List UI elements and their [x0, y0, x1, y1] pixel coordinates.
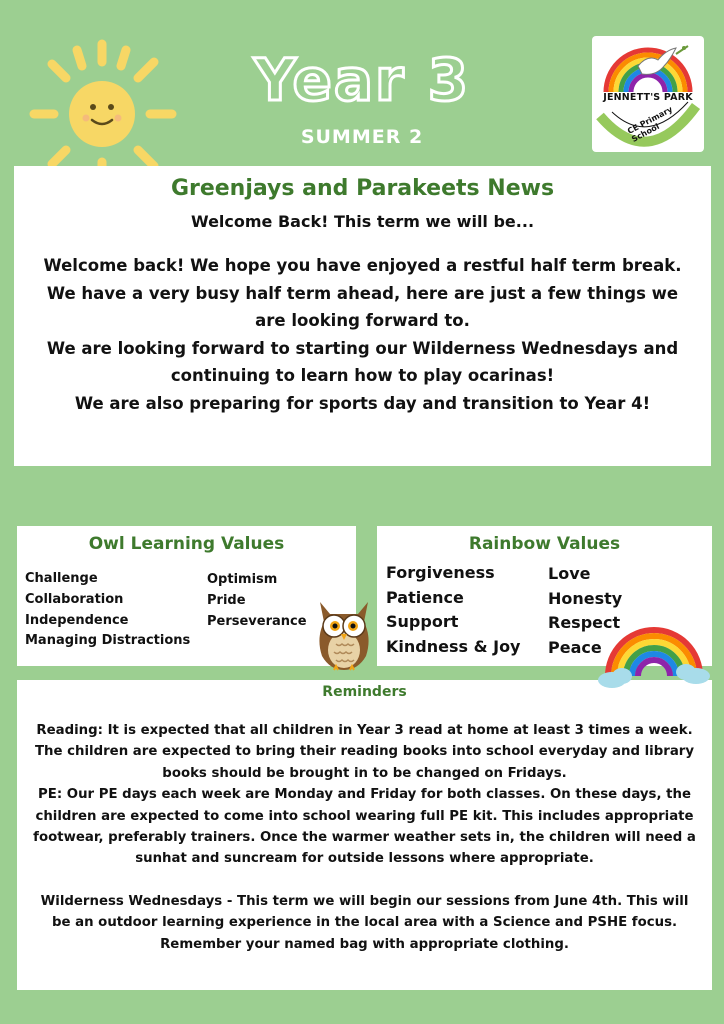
- reminder-paragraph: Wilderness Wednesdays - This term we will begin our sessions from June 4th. This will be an outdoor learning experience in the local area with a Science and PSHE focus. Remember your named bag with appropriate clothing.: [40, 893, 689, 952]
- rainbow-values-left: [386, 561, 520, 659]
- list-item: Independence: [25, 612, 129, 628]
- news-subtitle: Welcome Back! This term we will be...: [190, 212, 535, 231]
- reminders-panel: [17, 680, 712, 990]
- list-item: Respect: [548, 613, 621, 632]
- logo-text-school: CE Primary School: [626, 104, 675, 144]
- school-logo: [592, 36, 704, 152]
- list-item: Support: [386, 612, 459, 631]
- reminder-paragraph: PE: Our PE days each week are Monday and Friday for both classes. On these days, the children are expected to come into school wearing full PE kit. This includes appropriate footwear, preferably trainers. Once the warmer weather sets in, the children will need a sunhat and suncream for outside lessons where appropriate.: [33, 787, 696, 867]
- list-item: Peace: [548, 637, 602, 657]
- page-title: Year 3: [253, 46, 471, 114]
- list-item: Pride: [207, 592, 246, 608]
- list-item: Challenge: [25, 571, 98, 586]
- news-paragraph: We are also preparing for sports day and transition to Year 4!: [74, 393, 651, 413]
- owl-icon: [312, 592, 376, 674]
- owl-values-title: Owl Learning Values: [88, 534, 285, 554]
- logo-text-name: JENNETT'S PARK: [603, 92, 693, 103]
- list-item: Kindness & Joy: [386, 636, 521, 656]
- owl-values-right: [207, 570, 307, 632]
- news-paragraph: Welcome back! We hope you have enjoyed a restful half term break. We have a very busy half term ahead, here are just a few things we are looking forward to.: [43, 256, 682, 330]
- list-item: Optimism: [207, 572, 278, 587]
- news-title: Greenjays and Parakeets News: [170, 176, 555, 201]
- list-item: Perseverance: [207, 613, 307, 629]
- owl-values-left: [25, 569, 190, 652]
- news-panel: [14, 166, 711, 466]
- list-item: Collaboration: [25, 591, 124, 607]
- rainbow-values-title: Rainbow Values: [468, 534, 621, 554]
- rainbow-icon: [596, 618, 712, 694]
- page-subtitle: SUMMER 2: [300, 126, 424, 148]
- news-body: [34, 252, 691, 417]
- reminders-title: Reminders: [322, 684, 407, 700]
- reminder-paragraph: Reading: It is expected that all children in Year 3 read at home at least 3 times a week. The children are expected to bring their reading books into school everyday and library books should be brought in to be changed on Fridays.: [34, 723, 695, 781]
- list-item: Managing Distractions: [25, 633, 191, 649]
- news-paragraph: We are looking forward to starting our Wilderness Wednesdays and continuing to learn how to play ocarinas!: [46, 338, 679, 385]
- list-item: Honesty: [548, 588, 623, 608]
- owl-values-panel: [17, 526, 356, 666]
- list-item: Love: [548, 564, 591, 583]
- reminders-body: [31, 720, 698, 955]
- list-item: Forgiveness: [386, 563, 495, 582]
- list-item: Patience: [386, 587, 464, 607]
